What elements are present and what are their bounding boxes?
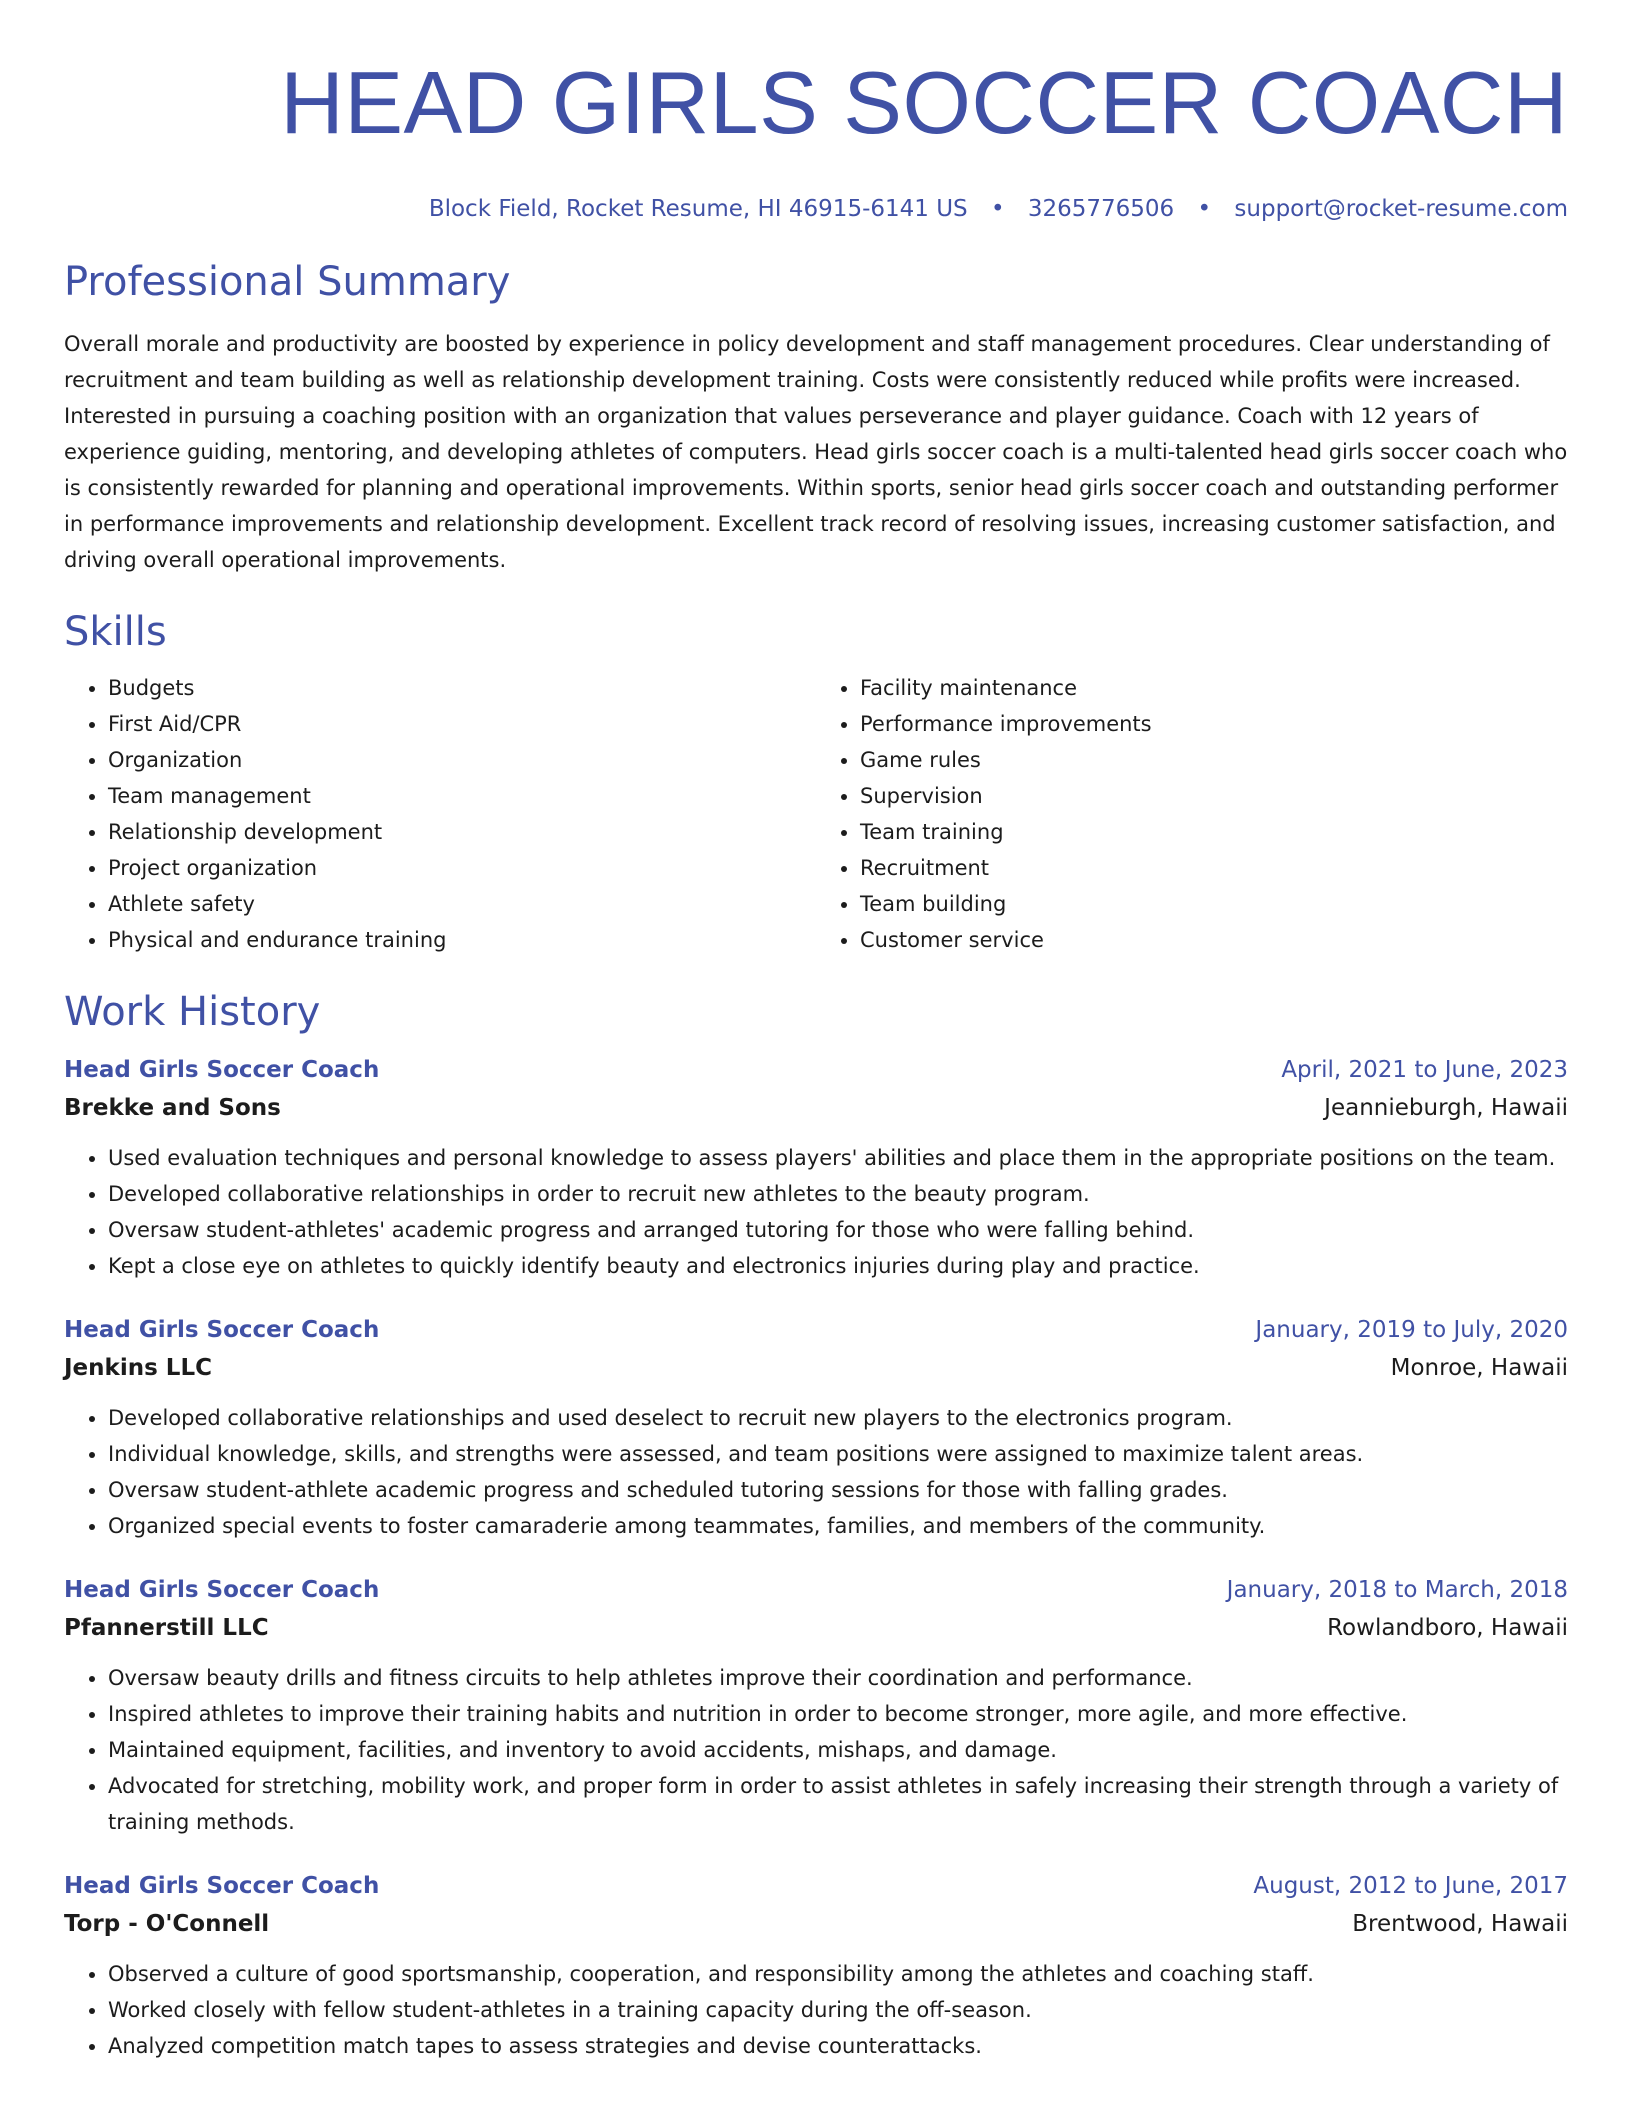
job-bullet: • Oversaw beauty drills and fitness circuits to help athletes improve their coordination and performance. (108, 1660, 1568, 1696)
skill-item: • Team management (108, 778, 816, 814)
job-title: Head Girls Soccer Coach (64, 1057, 380, 1083)
job-company: Torp - O'Connell (64, 1911, 270, 1937)
summary-text: Overall morale and productivity are boosted by experience in policy development and staff management procedures. Clear understanding of recruitment and team building as well as relationship development training. Costs were consistently reduced while profits were increased. Interested in pursuing a coaching position with an organization that values perseverance and player guidance. Coach with 12 years of experience guiding, mentoring, and developing athletes of computers. Head girls soccer coach is a multi-talented head girls soccer coach who is consistently rewarded for planning and operational improvements. Within sports, senior head girls soccer coach and outstanding performer in performance improvements and relationship development. Excellent track record of resolving issues, increasing customer satisfaction, and driving overall operational improvements. (64, 332, 1568, 572)
job-dates: August, 2012 to June, 2017 (1253, 1873, 1568, 1899)
job-bullet: • Used evaluation techniques and personal knowledge to assess players' abilities and place them in the appropriate positions on the team. (108, 1140, 1568, 1176)
job-dates: April, 2021 to June, 2023 (1281, 1057, 1568, 1083)
job-entry (64, 1868, 1568, 2064)
job-bullet: • Developed collaborative relationships in order to recruit new athletes to the beauty program. (108, 1176, 1568, 1212)
skill-item: • Budgets (108, 670, 816, 706)
job-bullet: • Inspired athletes to improve their training habits and nutrition in order to become stronger, more agile, and more effective. (108, 1696, 1568, 1732)
job-bullet: • Developed collaborative relationships and used deselect to recruit new players to the electronics program. (108, 1400, 1568, 1436)
job-location: Jeannieburgh, Hawaii (1324, 1095, 1568, 1121)
job-bullet: • Oversaw student-athletes' academic progress and arranged tutoring for those who were falling behind. (108, 1212, 1568, 1248)
job-bullets (64, 1660, 1568, 1840)
skills-heading: Skills (64, 609, 167, 655)
skill-item: • Team building (860, 886, 1568, 922)
skill-item: • Project organization (108, 850, 816, 886)
skill-item: • Athlete safety (108, 886, 816, 922)
contact-address: Block Field, Rocket Resume, HI 46915-6141 US (428, 196, 968, 222)
job-company: Brekke and Sons (64, 1095, 281, 1121)
summary-heading: Professional Summary (64, 259, 511, 305)
job-bullets (64, 1400, 1568, 1544)
job-bullets (64, 1956, 1568, 2064)
skill-item: • Organization (108, 742, 816, 778)
skill-item: • Team training (860, 814, 1568, 850)
contact-separator: • (1197, 196, 1212, 222)
resume-name: HEAD GIRLS SOCCER COACH (280, 53, 1568, 152)
skill-item: • Game rules (860, 742, 1568, 778)
job-bullet: • Worked closely with fellow student-athletes in a training capacity during the off-season. (108, 1992, 1568, 2028)
job-company: Pfannerstill LLC (64, 1615, 269, 1641)
contact-line (64, 194, 1568, 224)
job-title: Head Girls Soccer Coach (64, 1317, 380, 1343)
job-dates: January, 2019 to July, 2020 (1255, 1317, 1568, 1343)
work-history-heading: Work History (64, 989, 321, 1035)
job-location: Monroe, Hawaii (1390, 1355, 1568, 1381)
job-bullet: • Maintained equipment, facilities, and inventory to avoid accidents, mishaps, and damage. (108, 1732, 1568, 1768)
skills-column-left (64, 670, 816, 958)
skill-item: • Performance improvements (860, 706, 1568, 742)
job-bullet: • Oversaw student-athlete academic progress and scheduled tutoring sessions for those with falling grades. (108, 1472, 1568, 1508)
skill-item: • Supervision (860, 778, 1568, 814)
job-bullet: • Observed a culture of good sportsmanship, cooperation, and responsibility among the athletes and coaching staff. (108, 1956, 1568, 1992)
job-location: Brentwood, Hawaii (1352, 1911, 1568, 1937)
contact-email: support@rocket-resume.com (1234, 196, 1568, 222)
job-entry (64, 1052, 1568, 1284)
skill-item: • Physical and endurance training (108, 922, 816, 958)
job-bullet: • Individual knowledge, skills, and strengths were assessed, and team positions were assigned to maximize talent areas. (108, 1436, 1568, 1472)
skill-item: • First Aid/CPR (108, 706, 816, 742)
job-dates: January, 2018 to March, 2018 (1226, 1577, 1568, 1603)
job-location: Rowlandboro, Hawaii (1327, 1615, 1568, 1641)
job-bullets (64, 1140, 1568, 1284)
skill-item: • Customer service (860, 922, 1568, 958)
job-bullet: • Analyzed competition match tapes to assess strategies and devise counterattacks. (108, 2028, 1568, 2064)
contact-separator: • (990, 196, 1005, 222)
contact-phone: 3265776506 (1027, 196, 1175, 222)
skill-item: • Facility maintenance (860, 670, 1568, 706)
job-title: Head Girls Soccer Coach (64, 1873, 380, 1899)
skill-item: • Recruitment (860, 850, 1568, 886)
job-title: Head Girls Soccer Coach (64, 1577, 380, 1603)
job-bullet: • Advocated for stretching, mobility work, and proper form in order to assist athletes in safely increasing their strength through a variety of training methods. (108, 1768, 1568, 1840)
job-company: Jenkins LLC (64, 1355, 212, 1381)
skills-list (64, 670, 1568, 958)
skill-item: • Relationship development (108, 814, 816, 850)
job-entry (64, 1572, 1568, 1840)
job-bullet: • Kept a close eye on athletes to quickly identify beauty and electronics injuries during play and practice. (108, 1248, 1568, 1284)
job-entry (64, 1312, 1568, 1544)
skills-column-right (816, 670, 1568, 958)
job-bullet: • Organized special events to foster camaraderie among teammates, families, and members of the community. (108, 1508, 1568, 1544)
